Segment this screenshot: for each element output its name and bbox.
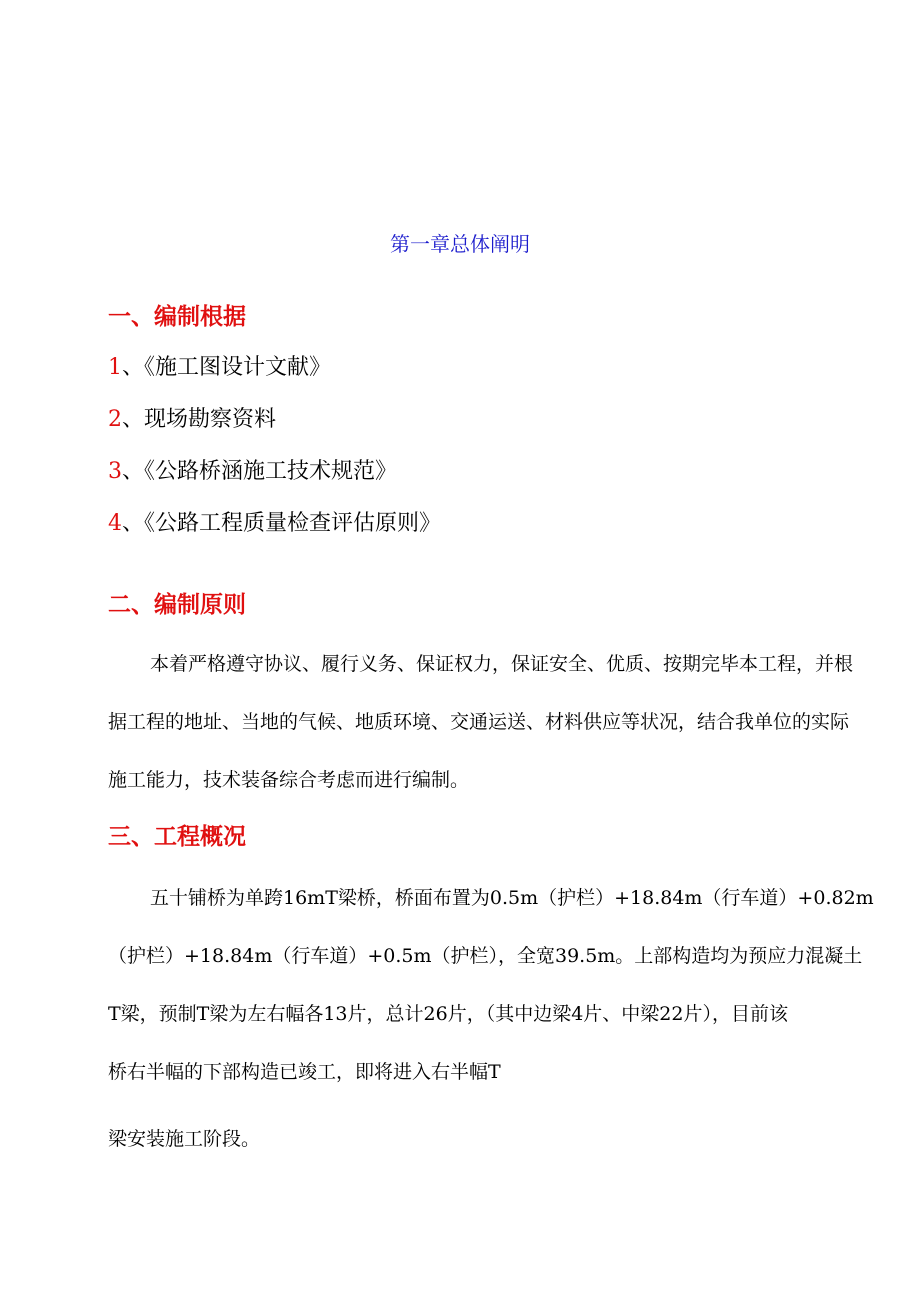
- paragraph-line: （护栏）+18.84m（行车道）+0.5m（护栏），全宽39.5m。上部构造均为预应力混凝土: [108, 945, 863, 967]
- list-item-text: 、《公路工程质量检查评估原则》: [122, 511, 442, 536]
- paragraph-line: 据工程的地址、当地的气候、地质环境、交通运送、材料供应等状况，结合我单位的实际: [108, 711, 850, 733]
- list-item-number: 1: [108, 355, 122, 380]
- list-item: [108, 506, 441, 537]
- paragraph-line: 本着严格遵守协议、履行义务、保证权力，保证安全、优质、按期完毕本工程，并根: [150, 653, 854, 675]
- list-item-text: 、《公路桥涵施工技术规范》: [122, 459, 398, 484]
- list-item-number: 2: [108, 407, 122, 432]
- section-heading-basis: 一、编制根据: [108, 304, 246, 330]
- paragraph-line: 五十铺桥为单跨16mT梁桥，桥面布置为0.5m（护栏）+18.84m（行车道）+0.82m: [150, 887, 874, 909]
- chapter-title: 第一章总体阐明: [390, 232, 530, 256]
- list-item: [108, 402, 276, 433]
- list-item-number: 3: [108, 459, 122, 484]
- list-item-text: 、《施工图设计文献》: [122, 355, 332, 380]
- list-item-text: 、现场勘察资料: [122, 407, 277, 432]
- section-heading-overview: 三、工程概况: [108, 824, 246, 850]
- list-item: [108, 350, 331, 381]
- paragraph-line: 梁安装施工阶段。: [108, 1128, 261, 1150]
- paragraph-line: T梁，预制T梁为左右幅各13片，总计26片，（其中边梁4片、中梁22片），目前该: [108, 1003, 788, 1025]
- paragraph-line: 施工能力，技术装备综合考虑而进行编制。: [108, 769, 470, 791]
- paragraph-line: 桥右半幅的下部构造已竣工，即将进入右半幅T: [108, 1061, 501, 1083]
- section-heading-principles: 二、编制原则: [108, 592, 246, 618]
- list-item-number: 4: [108, 511, 122, 536]
- list-item: [108, 454, 397, 485]
